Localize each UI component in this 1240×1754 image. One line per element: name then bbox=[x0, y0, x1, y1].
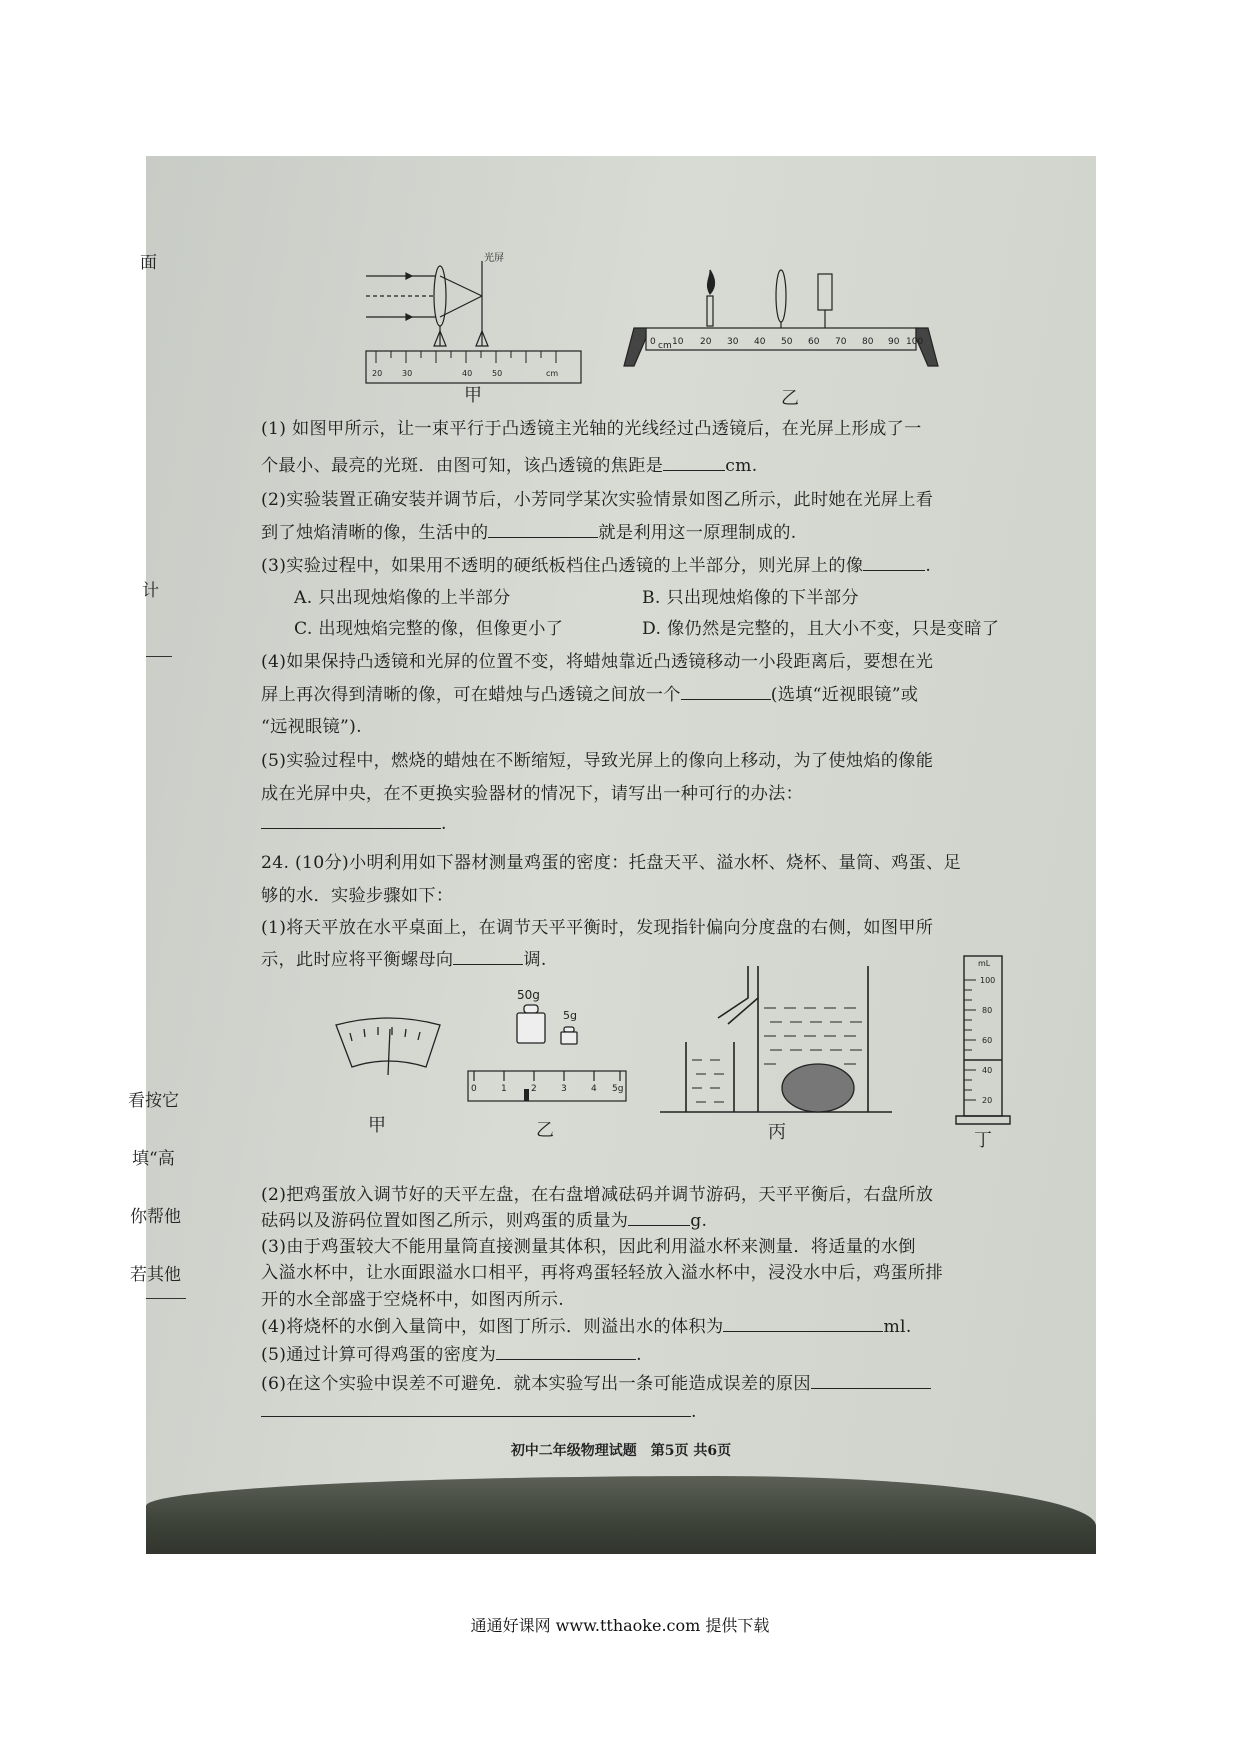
ruler-tick: 50 bbox=[492, 369, 503, 378]
q24-s1-tail: 调. bbox=[523, 950, 547, 970]
q23-p2-line1: (2)实验装置正确安装并调节后，小芳同学某次实验情景如图乙所示，此时她在光屏上看 bbox=[261, 490, 934, 510]
q24-s2-unit: g. bbox=[690, 1211, 708, 1231]
cylinder-unit: mL bbox=[978, 959, 991, 968]
q23-p5-line1: (5)实验过程中，燃烧的蜡烛在不断缩短，导致光屏上的像向上移动，为了使烛焰的像能 bbox=[261, 751, 934, 771]
q24-s2-line1: (2)把鸡蛋放入调节好的天平左盘，在右盘增减砝码并调节游码，天平平衡后，右盘所放 bbox=[261, 1185, 934, 1205]
answer-blank[interactable] bbox=[723, 1315, 883, 1332]
photo-bottom-shadow bbox=[146, 1476, 1096, 1554]
answer-blank[interactable] bbox=[453, 948, 523, 965]
weight-label: 50g bbox=[517, 988, 540, 1002]
rider-tick: 2 bbox=[531, 1084, 537, 1094]
q23-p5-line3 bbox=[261, 812, 447, 834]
edge-fragment: 若其他 bbox=[130, 1265, 181, 1285]
q23-p2-tail: 就是利用这一原理制成的. bbox=[598, 523, 797, 543]
answer-blank[interactable] bbox=[628, 1209, 690, 1226]
cylinder-tick: 80 bbox=[982, 1006, 993, 1015]
q23-p1-line1: (1) 如图甲所示，让一束平行于凸透镜主光轴的光线经过凸透镜后，在光屏上形成了一 bbox=[261, 419, 922, 439]
bench-tick: 0 bbox=[650, 337, 656, 347]
edge-fragment: 填“高 bbox=[132, 1149, 175, 1169]
q24-s3-line3: 开的水全部盛于空烧杯中，如图丙所示. bbox=[261, 1290, 565, 1310]
bench-tick: 70 bbox=[835, 337, 847, 347]
answer-blank[interactable] bbox=[261, 812, 441, 829]
q24-s5-end: . bbox=[636, 1345, 642, 1365]
answer-blank[interactable] bbox=[488, 521, 598, 538]
figure-balance-scale bbox=[330, 1015, 450, 1135]
q24-s6-line bbox=[261, 1369, 931, 1394]
rider-tick: 1 bbox=[501, 1084, 507, 1094]
rider-tick: 5g bbox=[612, 1084, 624, 1094]
egg-shape bbox=[782, 1064, 854, 1112]
rider-tick: 3 bbox=[561, 1084, 567, 1094]
q23-p3-end: . bbox=[925, 556, 932, 576]
q24-s5-line bbox=[261, 1340, 642, 1365]
answer-blank[interactable] bbox=[863, 554, 925, 571]
figure-label: 乙 bbox=[781, 388, 799, 409]
q24-s4-line bbox=[261, 1312, 912, 1337]
q24-s3-line1: (3)由于鸡蛋较大不能用量筒直接测量其体积，因此利用溢水杯来测量．将适量的水倒 bbox=[261, 1237, 916, 1257]
weight-label: 5g bbox=[563, 1009, 577, 1022]
figure-lens-focus bbox=[336, 251, 606, 406]
exam-page-footer: 初中二年级物理试题 第5页 共6页 bbox=[510, 1443, 732, 1459]
figure-optical-bench bbox=[616, 266, 946, 409]
q23-p5-line2: 成在光屏中央，在不更换实验器材的情况下，请写出一种可行的办法： bbox=[261, 784, 804, 804]
ruler-tick: cm bbox=[546, 369, 559, 378]
q24-s6-end: . bbox=[691, 1402, 697, 1422]
q24-s1-line2 bbox=[261, 945, 547, 970]
q24-s3-line2: 入溢水杯中，让水面跟溢水口相平，再将鸡蛋轻轻放入溢水杯中，浸没水中后，鸡蛋所排 bbox=[261, 1263, 944, 1283]
figure-label: 丁 bbox=[974, 1130, 992, 1151]
cylinder-tick: 100 bbox=[980, 976, 996, 985]
figure-label: 甲 bbox=[368, 1115, 386, 1136]
answer-blank[interactable] bbox=[496, 1343, 636, 1360]
edge-line bbox=[146, 1298, 186, 1299]
bench-tick: 40 bbox=[754, 337, 766, 347]
q23-p1-line2 bbox=[261, 451, 758, 476]
q24-s1-line1: (1)将天平放在水平桌面上，在调节天平平衡时，发现指针偏向分度盘的右侧，如图甲所 bbox=[261, 918, 934, 938]
bench-tick: 30 bbox=[727, 337, 739, 347]
q23-p4-line2 bbox=[261, 680, 918, 705]
bench-tick: 60 bbox=[808, 337, 820, 347]
q23-p5-end: . bbox=[441, 814, 447, 834]
edge-fragment: 你帮他 bbox=[130, 1207, 181, 1227]
q24-s6-text: (6)在这个实验中误差不可避免．就本实验写出一条可能造成误差的原因 bbox=[261, 1374, 811, 1394]
rider-marker bbox=[524, 1089, 529, 1101]
answer-blank[interactable] bbox=[811, 1372, 931, 1389]
bench-tick: 20 bbox=[700, 337, 712, 347]
q24-head-line1: 24. (10分)小明利用如下器材测量鸡蛋的密度：托盘天平、溢水杯、烧杯、量筒、鸡蛋、足 bbox=[261, 853, 962, 873]
edge-fragment: 面 bbox=[140, 253, 157, 273]
edge-fragment: 看按它 bbox=[128, 1091, 179, 1111]
q23-p3-text: (3)实验过程中，如果用不透明的硬纸板档住凸透镜的上半部分，则光屏上的像 bbox=[261, 556, 864, 576]
q23-option-d: D. 像仍然是完整的，且大小不变，只是变暗了 bbox=[642, 619, 1000, 639]
rider-tick: 0 bbox=[471, 1084, 477, 1094]
answer-blank[interactable] bbox=[663, 454, 725, 471]
q24-s4-text: (4)将烧杯的水倒入量筒中，如图丁所示．则溢出水的体积为 bbox=[261, 1317, 724, 1337]
cylinder-tick: 20 bbox=[982, 1096, 993, 1105]
q23-option-a: A. 只出现烛焰像的上半部分 bbox=[294, 588, 511, 608]
edge-line bbox=[146, 656, 172, 657]
q24-s5-text: (5)通过计算可得鸡蛋的密度为 bbox=[261, 1345, 497, 1365]
edge-fragment: 计 bbox=[142, 581, 159, 601]
cylinder-tick: 40 bbox=[982, 1066, 993, 1075]
answer-blank[interactable] bbox=[681, 683, 771, 700]
figure-label: 乙 bbox=[536, 1120, 554, 1141]
ruler-tick: 20 bbox=[372, 369, 383, 378]
bench-tick: 50 bbox=[781, 337, 793, 347]
site-footer: 通通好课网 www.tthaoke.com 提供下载 bbox=[470, 1616, 770, 1635]
q23-p1-text: 个最小、最亮的光斑．由图可知，该凸透镜的焦距是 bbox=[261, 456, 664, 476]
bench-tick: cm bbox=[658, 341, 672, 351]
q23-p4-line3: “远视眼镜”). bbox=[261, 717, 362, 737]
q23-p1-unit: cm. bbox=[725, 456, 758, 476]
q23-p3-line1 bbox=[261, 551, 931, 576]
q24-head-line2: 够的水．实验步骤如下： bbox=[261, 886, 454, 906]
rider-tick: 4 bbox=[591, 1084, 597, 1094]
q24-s1-text: 示，此时应将平衡螺母向 bbox=[261, 950, 454, 970]
ruler-tick: 40 bbox=[462, 369, 473, 378]
bench-tick: 10 bbox=[672, 337, 684, 347]
q24-s2-text: 砝码以及游码位置如图乙所示，则鸡蛋的质量为 bbox=[261, 1211, 629, 1231]
figure-graduated-cylinder bbox=[952, 950, 1022, 1150]
answer-blank[interactable] bbox=[261, 1400, 691, 1417]
q23-p4-choice: (选填“近视眼镜”或 bbox=[770, 685, 919, 705]
q23-p2-text: 到了烛焰清晰的像，生活中的 bbox=[261, 523, 489, 543]
figure-weights-rider bbox=[462, 985, 632, 1140]
q24-s4-unit: ml. bbox=[883, 1317, 912, 1337]
bench-tick: 100 bbox=[906, 337, 924, 347]
bench-tick: 80 bbox=[862, 337, 874, 347]
q23-option-b: B. 只出现烛焰像的下半部分 bbox=[642, 588, 859, 608]
screen-label: 光屏 bbox=[484, 253, 504, 264]
ruler-tick: 30 bbox=[402, 369, 413, 378]
q23-p2-line2 bbox=[261, 518, 796, 543]
q24-s6-line2 bbox=[261, 1400, 697, 1422]
q23-option-c: C. 出现烛焰完整的像，但像更小了 bbox=[294, 619, 564, 639]
figure-label: 丙 bbox=[768, 1122, 786, 1143]
q23-p4-text: 屏上再次得到清晰的像，可在蜡烛与凸透镜之间放一个 bbox=[261, 685, 681, 705]
q23-p4-line1: (4)如果保持凸透镜和光屏的位置不变，将蜡烛靠近凸透镜移动一小段距离后，要想在光 bbox=[261, 652, 934, 672]
figure-label: 甲 bbox=[464, 385, 482, 406]
figure-overflow-cup bbox=[658, 960, 894, 1143]
bench-tick: 90 bbox=[888, 337, 900, 347]
q24-s2-line2 bbox=[261, 1206, 707, 1231]
cylinder-tick: 60 bbox=[982, 1036, 993, 1045]
